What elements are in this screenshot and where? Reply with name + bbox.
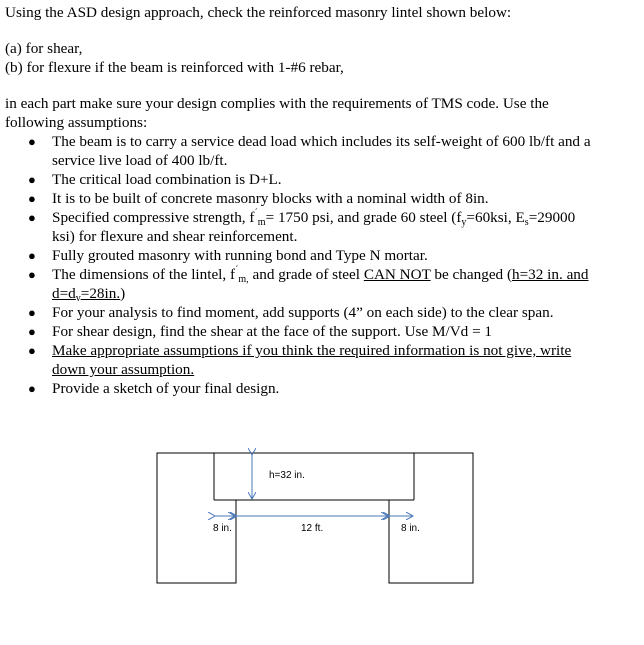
requirements-line-2: following assumptions: <box>5 114 148 131</box>
assumption-text: Provide a sketch of your final design. <box>52 380 280 397</box>
assumption-text: The beam is to carry a service dead load which includes its self-weight of 600 lb/ft and a <box>52 133 591 150</box>
assumption-text: Specified compressive strength, f <box>52 209 255 226</box>
assumption-text: ) <box>120 285 126 302</box>
assumption-text: = 1750 psi, and grade 60 steel (f <box>265 209 462 226</box>
lintel-outline <box>157 453 473 583</box>
height-label: h=32 in. <box>269 470 305 481</box>
subscript-y: y <box>461 217 467 228</box>
height-spec: h=32 in. and <box>512 266 589 283</box>
right-support-label: 8 in. <box>401 523 420 534</box>
assumption-text: and grade of steel <box>248 266 364 283</box>
assumption-text: down your assumption. <box>52 361 195 378</box>
requirements-line-1: in each part make sure your design complies with the requirements of TMS code. Use the <box>5 95 549 112</box>
assumption-text: For shear design, find the shear at the face of the support. Use M/Vd = 1 <box>52 323 493 340</box>
depth-spec-a: d=d <box>52 285 76 302</box>
assumption-dimensions: ● The dimensions of the lintel, $f^´_{m,}$ and grade of steel CAN NOT be changed (h=32 in. and $d=d_v=28in$.) <box>28 264 589 304</box>
bullet-icon: ● <box>28 305 36 320</box>
assumption-text: ksi) for flexure and shear reinforcement. <box>52 228 298 245</box>
part-b: (b) for flexure if the beam is reinforced with 1-#6 rebar, <box>5 59 344 76</box>
bullet-icon: ● <box>28 210 36 225</box>
bullet-icon: ● <box>28 191 36 206</box>
bullet-icon: ● <box>28 381 36 396</box>
subscript-v: v <box>75 293 81 304</box>
assumption-text: service live load of 400 lb/ft. <box>52 152 228 169</box>
depth-spec-b: =28in. <box>80 285 121 302</box>
assumption-text: be changed ( <box>430 266 513 283</box>
assumption-text: =29000 <box>528 209 576 226</box>
assumption-text: The critical load combination is D+L. <box>52 171 282 188</box>
assumption-text: It is to be built of concrete masonry blocks with a nominal width of 8in. <box>52 190 489 207</box>
problem-intro: Using the ASD design approach, check the reinforced masonry lintel shown below: <box>5 4 512 21</box>
bullet-icon: ● <box>28 324 36 339</box>
assumption-text: =60ksi, E <box>466 209 525 226</box>
assumption-material-strength: ● Specified compressive strength, $f^´_m= 1750$ psi, and grade 60 steel ($f_y=60ksi$, $E_s=29000$ ksi) for flexure and shear reinforcement. <box>28 207 576 245</box>
assumption-text: Fully grouted masonry with running bond and Type N mortar. <box>52 247 428 264</box>
assumption-text: For your analysis to find moment, add supports (4” on each side) to the clear span. <box>52 304 554 321</box>
part-a: (a) for shear, <box>5 40 83 57</box>
assumption-text: The dimensions of the lintel, f <box>52 266 236 283</box>
subscript-s: s <box>524 217 529 228</box>
bullet-icon: ● <box>28 267 36 282</box>
span-label: 12 ft. <box>301 523 324 534</box>
bullet-icon: ● <box>28 248 36 263</box>
bullet-icon: ● <box>28 134 36 149</box>
bullet-icon: ● <box>28 172 36 187</box>
left-support-label: 8 in. <box>213 523 232 534</box>
bullet-icon: ● <box>28 343 36 358</box>
subscript-m: m, <box>238 274 249 285</box>
cannot-emphasis: CAN NOT <box>363 266 431 283</box>
subscript-m: m <box>257 217 266 228</box>
assumption-text: Make appropriate assumptions if you think the required information is not give, write <box>52 342 572 359</box>
